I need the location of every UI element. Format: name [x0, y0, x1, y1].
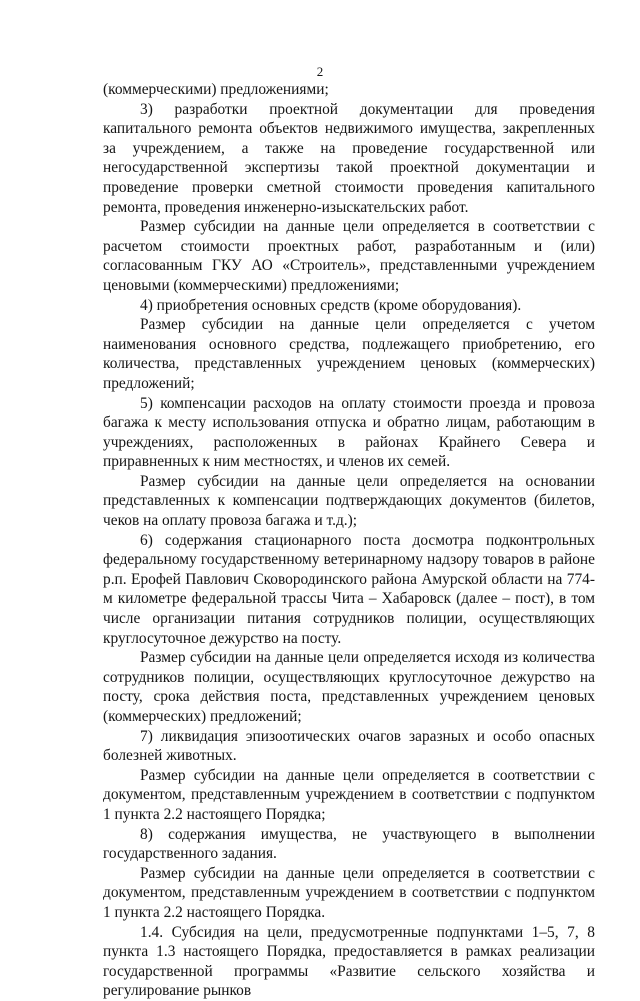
document-body — [103, 80, 595, 1001]
paragraph-item-4: 4) приобретения основных средств (кроме оборудования). — [140, 296, 522, 314]
paragraph-item-5-subsidy: Размер субсидии на данные цели определяется на основании представленных к компенсации подтверждающих документов (билетов, чеков на оплату провоза багажа и т.д.); — [103, 472, 595, 530]
paragraph-item-8: 8) содержания имущества, не участвующего в выполнении государственного задания. — [103, 825, 595, 863]
page-number: 2 — [316, 64, 324, 79]
paragraph-item-6: 6) содержания стационарного поста досмотра подконтрольных федеральному государственному ветеринарному надзору товаров в районе р.п. Ерофей Павлович Сковородинского района Амурской области на 774-м километре федеральной трассы Чита – Хабаровск (далее – пост), в том числе организации питания сотрудников полиции, осуществляющих круглосуточное дежурство на посту. — [103, 531, 595, 647]
paragraph-item-3: 3) разработки проектной документации для проведения капитального ремонта объектов недвижимого имущества, закрепленных за учреждением, а также на проведение государственной или негосударственной экспертизы такой проектной документации и проведение проверки сметной стоимости проведения капитального ремонта, проведения инженерно-изыскательских работ. — [103, 100, 595, 216]
paragraph-section-1-4: 1.4. Субсидия на цели, предусмотренные подпунктами 1–5, 7, 8 пункта 1.3 настоящего Порядка, предоставляется в рамках реализации государственной программы «Развитие сельского хозяйства и регулирование рынков — [103, 923, 595, 1000]
paragraph-item-8-subsidy: Размер субсидии на данные цели определяется в соответствии с документом, представленным учреждением в соответствии с подпунктом 1 пункта 2.2 настоящего Порядка. — [103, 864, 595, 921]
paragraph-item-5: 5) компенсации расходов на оплату стоимости проезда и провоза багажа к месту использования отпуска и обратно лицам, работающим в учреждениях, расположенных в районах Крайнего Севера и приравненных к ним местностях, и членов их семей. — [103, 394, 595, 471]
paragraph-item-7-subsidy: Размер субсидии на данные цели определяется в соответствии с документом, представленным учреждением в соответствии с подпунктом 1 пункта 2.2 настоящего Порядка; — [103, 766, 595, 823]
paragraph-item-7: 7) ликвидация эпизоотических очагов заразных и особо опасных болезней животных. — [103, 727, 595, 765]
paragraph-item-6-subsidy: Размер субсидии на данные цели определяется исходя из количества сотрудников полиции, осуществляющих круглосуточное дежурство на посту, срока действия поста, представленных учреждением ценовых (коммерческих) предложений; — [103, 649, 595, 725]
paragraph-continuation: (коммерческими) предложениями; — [103, 81, 329, 98]
paragraph-item-3-subsidy: Размер субсидии на данные цели определяется в соответствии с расчетом стоимости проектных работ, разработанным и (или) согласованным ГКУ АО «Строитель», представленными учреждением ценовыми (коммерческими) предложениями; — [103, 218, 595, 294]
paragraph-item-4-subsidy: Размер субсидии на данные цели определяется с учетом наименования основного средства, подлежащего приобретению, его количества, представленных учреждением ценовых (коммерческих) предложений; — [103, 316, 595, 392]
